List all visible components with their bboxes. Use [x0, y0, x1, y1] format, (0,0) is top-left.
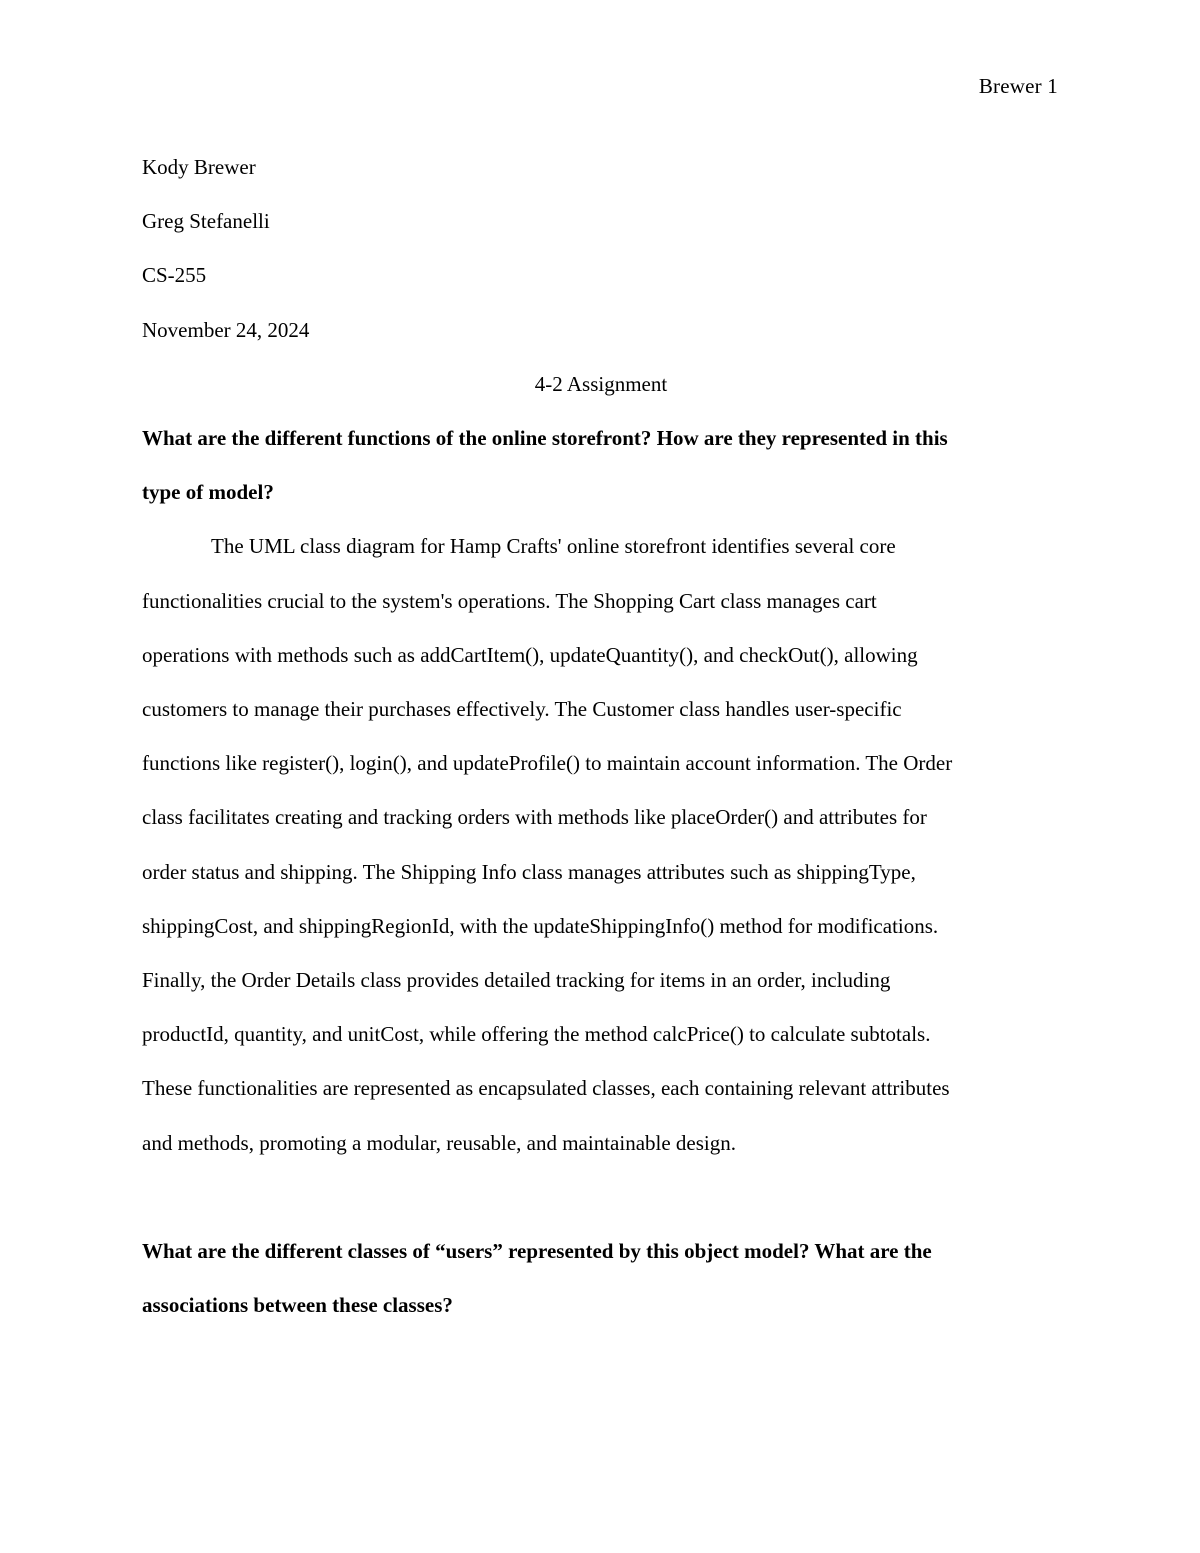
answer-line: customers to manage their purchases effectively. The Customer class handles user-specific: [142, 697, 902, 722]
course-code: CS-255: [142, 263, 207, 288]
document-body: [142, 140, 1060, 1332]
answer-line: class facilitates creating and tracking orders with methods like placeOrder() and attributes for: [142, 805, 927, 830]
answer-line: operations with methods such as addCartItem(), updateQuantity(), and checkOut(), allowing: [142, 642, 918, 667]
blank-line: [142, 1170, 1060, 1224]
answer-1-paragraph: [142, 519, 1060, 1169]
question-1-line-1: What are the different functions of the online storefront? How are they represented in this: [142, 426, 948, 451]
submission-date: November 24, 2024: [142, 317, 310, 342]
answer-line: shippingCost, and shippingRegionId, with the updateShippingInfo() method for modifications.: [142, 913, 939, 938]
running-head: Brewer 1: [978, 74, 1058, 98]
student-name: Kody Brewer: [142, 155, 256, 179]
answer-line: productId, quantity, and unitCost, while offering the method calcPrice() to calculate subtotals.: [142, 1022, 931, 1047]
answer-line: functions like register(), login(), and updateProfile() to maintain account information. The Order: [142, 751, 953, 776]
question-1-line-2: type of model?: [142, 480, 274, 505]
instructor-name: Greg Stefanelli: [142, 209, 270, 234]
answer-line: functionalities crucial to the system's operations. The Shopping Cart class manages cart: [142, 588, 877, 613]
document-title: 4-2 Assignment: [534, 371, 668, 396]
answer-line: The UML class diagram for Hamp Crafts' online storefront identifies several core: [211, 534, 896, 559]
answer-line: and methods, promoting a modular, reusable, and maintainable design.: [142, 1130, 737, 1155]
answer-line: These functionalities are represented as encapsulated classes, each containing relevant attributes: [142, 1076, 950, 1101]
question-2-line-2: associations between these classes?: [142, 1293, 453, 1318]
answer-line: Finally, the Order Details class provides detailed tracking for items in an order, including: [142, 968, 891, 993]
answer-line: order status and shipping. The Shipping Info class manages attributes such as shippingType,: [142, 859, 916, 884]
question-2-line-1: What are the different classes of “users” represented by this object model? What are the: [142, 1238, 932, 1263]
